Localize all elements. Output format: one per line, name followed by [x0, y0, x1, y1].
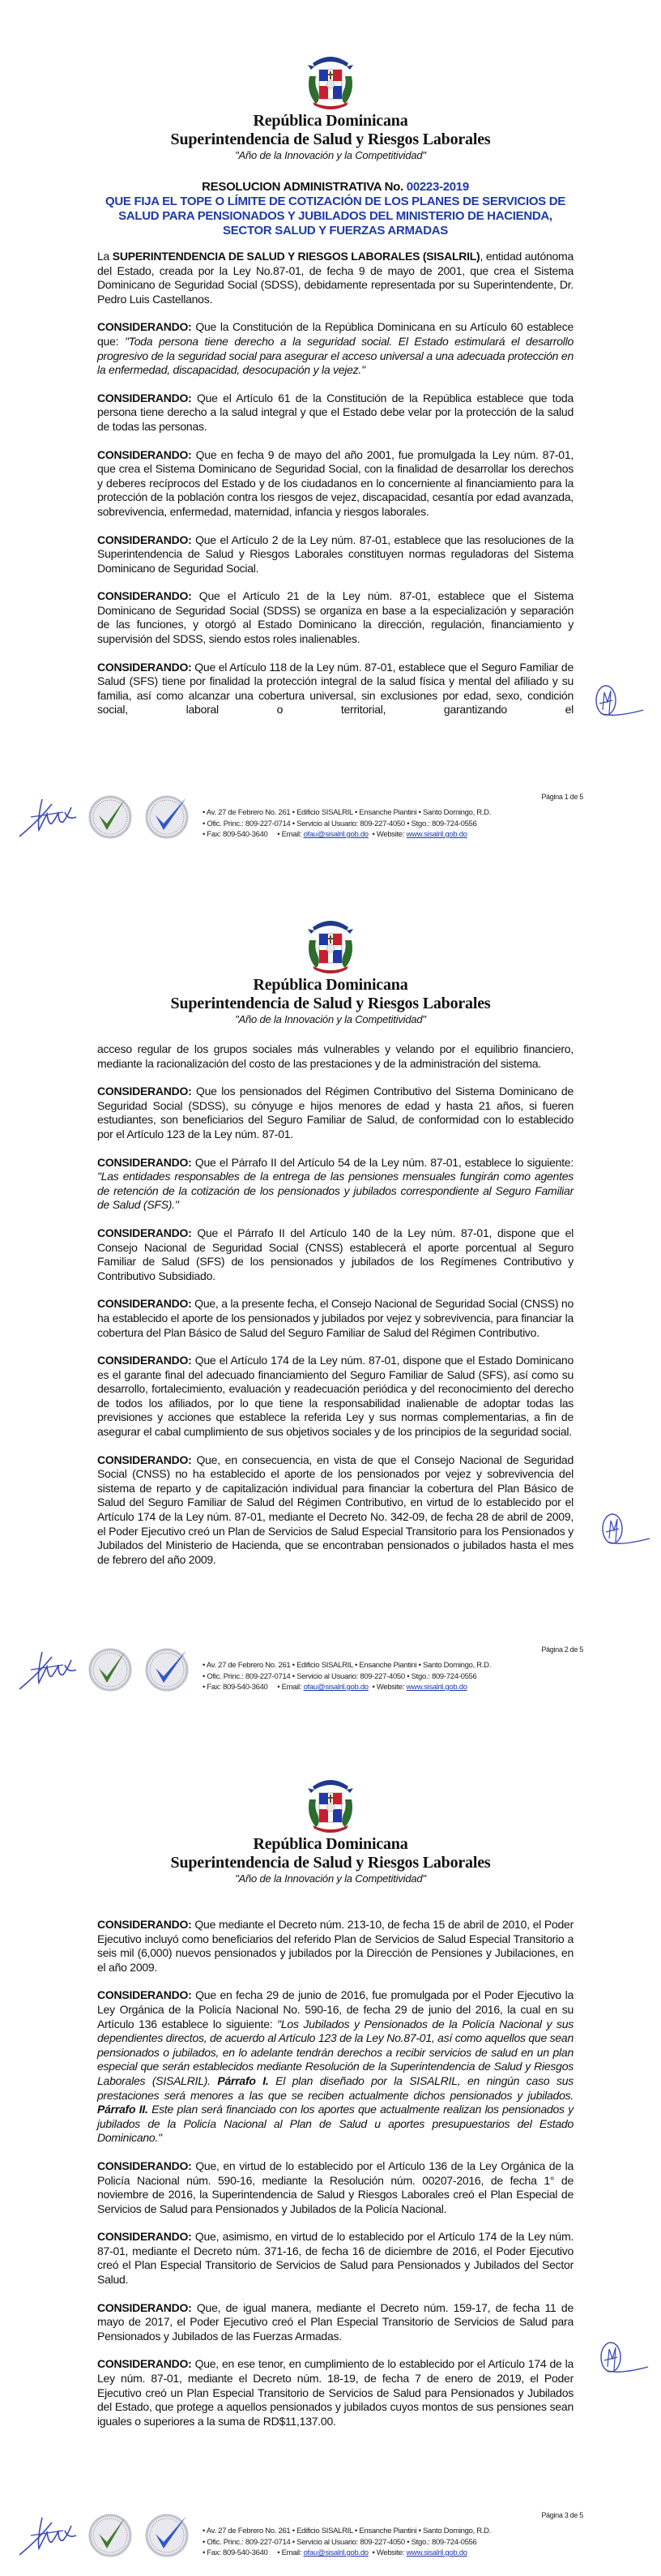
paragraph-text: Que los pensionados del Régimen Contributivo del Sistema Dominicano de Seguridad Social (SDSS), su cónyuge e hijos menores de edad y hasta 21 años, si fueren estudiantes, son beneficiarios del Seguro Familiar de Salud, de conformidad con lo establecido por el Artículo 123 de la Ley núm. 87-01.: [97, 1085, 574, 1140]
quote-part-bold: Párrafo I.: [217, 2073, 269, 2087]
footer-website-label: • Website:: [372, 2548, 405, 2557]
intro-lead: La: [97, 250, 113, 263]
considerando-paragraph: [97, 1918, 574, 1975]
resolution-title: QUE FIJA EL TOPE O LÍMITE DE COTIZACIÓN DE LOS PLANES DE SERVICIOS DE SALUD PARA PENSIONADOS Y JUBILADOS DEL MINISTERIO DE HACIENDA, SECTOR SALUD Y FUERZAS ARMADAS: [105, 195, 565, 237]
letterhead-motto: "Año de la Innovación y la Competitividad": [235, 1872, 426, 1885]
paragraph-text: Que en fecha 9 de mayo del año 2001, fue promulgada la Ley núm. 87-01, que crea el Sistema Dominicano de Seguridad Social, con la finalidad de desarrollar los derechos y deberes recíprocos del Estado y de los ciudadanos en lo concerniente al financiamiento para la protección de la población contra los riesgos de vejez, discapacidad, cesantía por edad avanzada, sobrevivencia, enfermedad, maternidad, infancia y riesgos laborales.: [97, 447, 574, 518]
paragraph-text: Que la Constitución de la República Dominicana en su Artículo 60 establece que:: [97, 320, 574, 348]
footer-website-link[interactable]: www.sisalril.gob.do: [406, 2548, 467, 2557]
letterhead: [0, 916, 661, 1026]
considerando-label: CONSIDERANDO:: [97, 660, 192, 674]
letterhead-country: República Dominicana: [253, 976, 408, 994]
considerando-label: CONSIDERANDO:: [97, 447, 192, 461]
considerando-paragraph: [97, 661, 574, 717]
paragraph-text: Que el Artículo 61 de la Constitución de la República establece que toda persona tiene derecho a la salud integral y que el Estado debe velar por la protección de la salud de todas las personas.: [97, 391, 574, 433]
page-footer: [0, 788, 661, 856]
coat-of-arms-icon: [305, 916, 356, 974]
intro-entity: SUPERINTENDENCIA DE SALUD Y RIESGOS LABORALES (SISALRIL): [112, 250, 480, 263]
footer-fax-email-web: [203, 829, 491, 841]
paragraph-text: Que en fecha 29 de junio de 2016, fue promulgada por el Poder Ejecutivo la Ley Orgánica de la Policía Nacional No. 590-16, de fecha 29 de junio del 2016, la cual en su Artículo 136 establece lo siguiente:: [97, 1988, 574, 2030]
paragraph-quote: [97, 2018, 574, 2145]
considerando-label: CONSIDERANDO:: [97, 1354, 192, 1367]
considerando-label: CONSIDERANDO:: [97, 320, 192, 334]
footer-contact: [203, 2526, 491, 2559]
coat-of-arms-icon: [305, 52, 356, 110]
considerando-paragraph: [97, 2357, 574, 2428]
page-number: Página 1 de 5: [541, 793, 583, 801]
initials-signature-icon: [595, 1509, 651, 1550]
quote-part-bold: Párrafo II.: [97, 2103, 148, 2116]
letterhead: [0, 1775, 661, 1885]
considerando-paragraph: [97, 1988, 574, 2146]
paragraph-text: Que, a la presente fecha, el Consejo Nacional de Seguridad Social (CNSS) no ha establecido el aporte de los pensionados y jubilados por vejez y sobrevivencia, para financiar la cobertura del Plan Básico de Salud del Seguro Familiar de Salud del Régimen Contributivo.: [97, 1297, 574, 1339]
paragraph-quote: "Toda persona tiene derecho a la seguridad social. El Estado estimulará el desarrollo progresivo de la seguridad social para asegurar el acceso universal a una adecuada protección en la enfermedad, discapacidad, desocupación y la vejez.": [97, 334, 574, 377]
footer-email-link[interactable]: ofau@sisalril.gob.do: [303, 1683, 369, 1692]
footer-address: • Av. 27 de Febrero No. 261 • Edificio SISALRIL • Ensanche Piantini • Santo Domingo, R.D.: [203, 808, 492, 817]
considerando-label: CONSIDERANDO:: [97, 2300, 192, 2314]
footer-fax: • Fax: 809-540-3640: [203, 1683, 268, 1692]
footer-fax-email-web: [203, 2548, 491, 2559]
considerando-paragraph: [97, 1226, 574, 1283]
considerando-label: CONSIDERANDO:: [97, 1988, 192, 2002]
letterhead-motto: "Año de la Innovación y la Competitividad": [235, 149, 426, 161]
footer-phones: • Ofic. Princ.: 809-227-0714 • Servicio al Usuario: 809-227-4050 • Stgo.: 809-724-0556: [203, 2537, 477, 2547]
paragraph-text: Que el Artículo 118 de la Ley núm. 87-01, establece que el Seguro Familiar de Salud (SFS) tiene por finalidad la protección integral de la salud física y mental del afiliado y su familia, así como alcanzar una cobertura universal, sin exclusiones por edad, sexo, condición social, laboral o territorial, garantizando el: [97, 660, 574, 717]
iso-27001-seal-icon: [144, 2511, 190, 2560]
letterhead: [0, 52, 661, 162]
footer-contact: [203, 1660, 491, 1693]
considerando-label: CONSIDERANDO:: [97, 1918, 192, 1931]
footer-fax: • Fax: 809-540-3640: [203, 2548, 268, 2557]
page-1: [0, 0, 661, 856]
paragraph-text: Que el Artículo 2 de la Ley núm. 87-01, establece que las resoluciones de la Superintendencia de Salud y Riesgos Laborales constituyen normas reguladoras del Sistema Dominicano de Seguridad Social.: [97, 533, 574, 575]
considerando-label: CONSIDERANDO:: [97, 1453, 192, 1466]
quote-part: "Los Jubilados y Pensionados de la Policía Nacional y sus dependientes directos, de acuerdo al Artículo 123 de la Ley No.87-01, así como aquellos que sean pensionados o jubilados, en lo adelante tendrán derechos a recibir servicios de salud en un plan especial que serán establecidos mediante Resolución de la Superintendencia de Salud y Riesgos Laborales (SISALRIL).: [97, 2017, 574, 2087]
considerando-label: CONSIDERANDO:: [97, 2230, 192, 2244]
page-2: [0, 856, 661, 1712]
quote-part: Este plan será financiado con los aportes que actualmente realizan los pensionados y jubilados de la Policía Nacional al Plan de Salud u aportes presupuestarios del Estado Dominicano.": [97, 2103, 574, 2145]
page-number: Página 2 de 5: [541, 1645, 583, 1654]
page-footer: [0, 1641, 661, 1712]
resolution-label: RESOLUCION ADMINISTRATIVA No.: [202, 180, 403, 194]
footer-fax: • Fax: 809-540-3640: [203, 830, 268, 839]
paragraph-text: Que el Párrafo II del Artículo 140 de la Ley núm. 87-01, dispone que el Consejo Nacional de Seguridad Social (CNSS) establecerá el aporte porcentual al Seguro Familiar de Salud (SFS) de los pensionados y jubilados de los Regímenes Contributivo y Contributivo Subsidiado.: [97, 1226, 574, 1282]
considerando-label: CONSIDERANDO:: [97, 533, 192, 546]
considerando-paragraph: [97, 2301, 574, 2344]
paragraph-text: Que, en ese tenor, en cumplimiento de lo establecido por el Artículo 174 de la Ley núm. 87-01, mediante el Decreto núm. 18-19, de fecha 7 de enero de 2019, el Poder Ejecutivo creó un Plan Especial Transitorio de Servicios de Salud para Pensionados y Jubilados del Estado, que protege a aquellos pensionados y jubilados cuyos montos de sus pensiones sean iguales o superiores a la suma de RD$11,137.00.: [97, 2357, 574, 2428]
considerando-paragraph: [97, 589, 574, 646]
initials-signature-icon: [588, 681, 645, 721]
iso-27001-seal-icon: [144, 793, 190, 841]
considerando-label: CONSIDERANDO:: [97, 2357, 192, 2371]
considerando-paragraph: [97, 1297, 574, 1340]
signature-icon: [15, 2506, 79, 2563]
paragraph-text: Que el Artículo 21 de la Ley núm. 87-01, establece que el Sistema Dominicano de Seguridad Social (SDSS) se organiza en base a la especialización y separación de las funciones, y otorgó al Estado Dominicano la dirección, regulación, financiamiento y supervisión del SDSS, siendo estos roles inalienables.: [97, 589, 574, 646]
paragraph-text: Que, en virtud de lo establecido por el Artículo 136 de la Ley Orgánica de la Policía Nacional núm. 590-16, mediante la Resolución núm. 00207-2016, de fecha 1° de noviembre de 2016, la Superintendencia de Salud y Riesgos Laborales creó el Plan Especial de Servicios de Salud para Pensionados y Jubilados de la Policía Nacional.: [97, 2159, 574, 2215]
footer-email-link[interactable]: ofau@sisalril.gob.do: [303, 830, 369, 839]
page-3: [0, 1712, 661, 2576]
letterhead-country: República Dominicana: [253, 112, 408, 130]
considerando-label: CONSIDERANDO:: [97, 1085, 192, 1098]
iso-9001-seal-icon: [87, 793, 133, 841]
footer-website-link[interactable]: www.sisalril.gob.do: [406, 830, 467, 839]
paragraph-text: Que el Párrafo II del Artículo 54 de la Ley núm. 87-01, establece lo siguiente:: [191, 1155, 574, 1169]
footer-address: • Av. 27 de Febrero No. 261 • Edificio SISALRIL • Ensanche Piantini • Santo Domingo, R.D.: [203, 2527, 492, 2535]
footer-email-link[interactable]: ofau@sisalril.gob.do: [303, 2548, 369, 2557]
page-footer: [0, 2506, 661, 2576]
paragraph-text: Que, en consecuencia, en vista de que el Consejo Nacional de Seguridad Social (CNSS) no ha establecido el aporte de los pensionados por vejez y sobrevivencia del sistema de reparto y de capitalización individual para financiar la cobertura del Plan Básico de Salud del Seguro Familiar de Salud del Régimen Contributivo, en virtud de lo establecido por el Artículo 174 de la Ley núm. 87-01, mediante el Decreto No. 342-09, de fecha 28 de abril de 2009, el Poder Ejecutivo creó un Plan de Servicios de Salud Especial Transitorio para los Pensionados y Jubilados del Ministerio de Hacienda, que se encontraban pensionados o jubilados hasta el mes de febrero del año 2009.: [97, 1453, 574, 1566]
paragraph-text: Que el Artículo 174 de la Ley núm. 87-01, dispone que el Estado Dominicano es el garante final del adecuado financiamiento del Seguro Familiar de Salud (SFS), así como su desarrollo, fortalecimiento, evaluación y readecuación periódica y del reconocimiento del derecho de todos los afiliados, por lo que tiene la responsabilidad inalienable de adoptar todas las previsiones y acciones que establece la referida Ley y sus normas complementarias, a fin de asegurar el cabal cumplimiento de sus objetivos sociales y de los principios de la seguridad social.: [97, 1354, 574, 1439]
considerando-paragraph: [97, 1354, 574, 1440]
initials-signature-icon: [593, 2338, 650, 2378]
footer-phones: • Ofic. Princ.: 809-227-0714 • Servicio al Usuario: 809-227-4050 • Stgo.: 809-724-0556: [203, 1671, 477, 1681]
footer-email-label: • Email:: [277, 1683, 302, 1692]
footer-website-label: • Website:: [372, 830, 405, 839]
iso-9001-seal-icon: [87, 1645, 133, 1694]
considerando-paragraph: [97, 448, 574, 520]
paragraph-text: Que, de igual manera, mediante el Decreto núm. 159-17, de fecha 11 de mayo de 2017, el Poder Ejecutivo creó el Plan Especial Transitorio de Servicios de Salud para Pensionados y Jubilados de las Fuerzas Armadas.: [97, 2300, 574, 2343]
resolution-number-line: [97, 180, 574, 195]
page-number: Página 3 de 5: [541, 2511, 583, 2519]
considerando-label: CONSIDERANDO:: [97, 1226, 192, 1239]
signature-icon: [15, 1641, 79, 1697]
considerando-label: CONSIDERANDO:: [97, 1155, 192, 1169]
paragraph-quote: "Las entidades responsables de la entrega de las pensiones mensuales fungirán como agentes de retención de la cotización de los pensionados y jubilados correspondiente al Seguro Familiar de Salud (SFS).": [97, 1170, 574, 1212]
letterhead-country: República Dominicana: [253, 1835, 408, 1853]
page-1-content: [97, 250, 574, 731]
resolution-heading: [97, 180, 574, 238]
coat-of-arms-icon: [305, 1775, 356, 1834]
intro-paragraph: [97, 250, 574, 306]
footer-contact: [203, 807, 491, 841]
considerando-paragraph: [97, 1453, 574, 1568]
considerando-paragraph: [97, 1156, 574, 1213]
quote-part: El plan diseñado por la SISALRIL, en ningún caso sus prestaciones será menores a las que se reciben actualmente dichos pensionados y jubilados.: [97, 2073, 574, 2102]
iso-27001-seal-icon: [144, 1645, 190, 1694]
page-3-content: [97, 1918, 574, 2442]
considerando-label: CONSIDERANDO:: [97, 589, 192, 603]
page-2-content: [97, 1042, 574, 1581]
footer-email-label: • Email:: [277, 2548, 302, 2557]
iso-9001-seal-icon: [87, 2511, 133, 2560]
paragraph-text: Que mediante el Decreto núm. 213-10, de fecha 15 de abril de 2010, el Poder Ejecutivo incluyó como beneficiarios del referido Plan de Servicios de Salud Especial Transitorio a seis mil (6,000) nuevos pensionados y jubilados por la Dirección de Pensiones y Jubilaciones, en el año 2009.: [97, 1918, 574, 1974]
signature-icon: [15, 788, 79, 845]
letterhead-motto: "Año de la Innovación y la Competitividad": [235, 1013, 426, 1025]
considerando-paragraph: [97, 1085, 574, 1141]
footer-fax-email-web: [203, 1682, 491, 1693]
considerando-label: CONSIDERANDO:: [97, 1297, 192, 1311]
intro-rest: , entidad autónoma del Estado, creada por la Ley No.87-01, de fecha 9 de mayo de 2001, que crea el Sistema Dominicano de Seguridad Social (SDSS), debidamente representada por su Superintendente, Dr. Pedro Luis Castellanos.: [97, 250, 574, 306]
considerando-paragraph: [97, 2230, 574, 2287]
considerando-paragraph: [97, 2159, 574, 2216]
letterhead-agency: Superintendencia de Salud y Riesgos Laborales: [170, 131, 491, 148]
considerando-paragraph: [97, 392, 574, 434]
continuation-paragraph: acceso regular de los grupos sociales más vulnerables y velando por el equilibrio financiero, mediante la racionalización del costo de las prestaciones y de la administración del sistema.: [97, 1042, 574, 1070]
letterhead-agency: Superintendencia de Salud y Riesgos Laborales: [170, 995, 491, 1012]
paragraph-text: Que, asimismo, en virtud de lo establecido por el Artículo 174 de la Ley núm. 87-01, mediante el Decreto núm. 371-16, de fecha 16 de diciembre de 2016, el Poder Ejecutivo creó el Plan Especial Transitorio de Servicios de Salud para Pensionados y Jubilados del Sector Salud.: [97, 2230, 574, 2287]
footer-email-label: • Email:: [277, 830, 302, 839]
resolution-number: 00223-2019: [406, 180, 469, 194]
footer-address: • Av. 27 de Febrero No. 261 • Edificio SISALRIL • Ensanche Piantini • Santo Domingo, R.D.: [203, 1661, 492, 1670]
considerando-label: CONSIDERANDO:: [97, 391, 192, 404]
footer-phones: • Ofic. Princ.: 809-227-0714 • Servicio al Usuario: 809-227-4050 • Stgo.: 809-724-0556: [203, 819, 477, 828]
considerando-paragraph: [97, 320, 574, 377]
considerando-paragraph: [97, 533, 574, 576]
footer-website-label: • Website:: [372, 1683, 405, 1692]
considerando-label: CONSIDERANDO:: [97, 2159, 192, 2172]
footer-website-link[interactable]: www.sisalril.gob.do: [406, 1683, 467, 1692]
letterhead-agency: Superintendencia de Salud y Riesgos Laborales: [170, 1854, 491, 1872]
